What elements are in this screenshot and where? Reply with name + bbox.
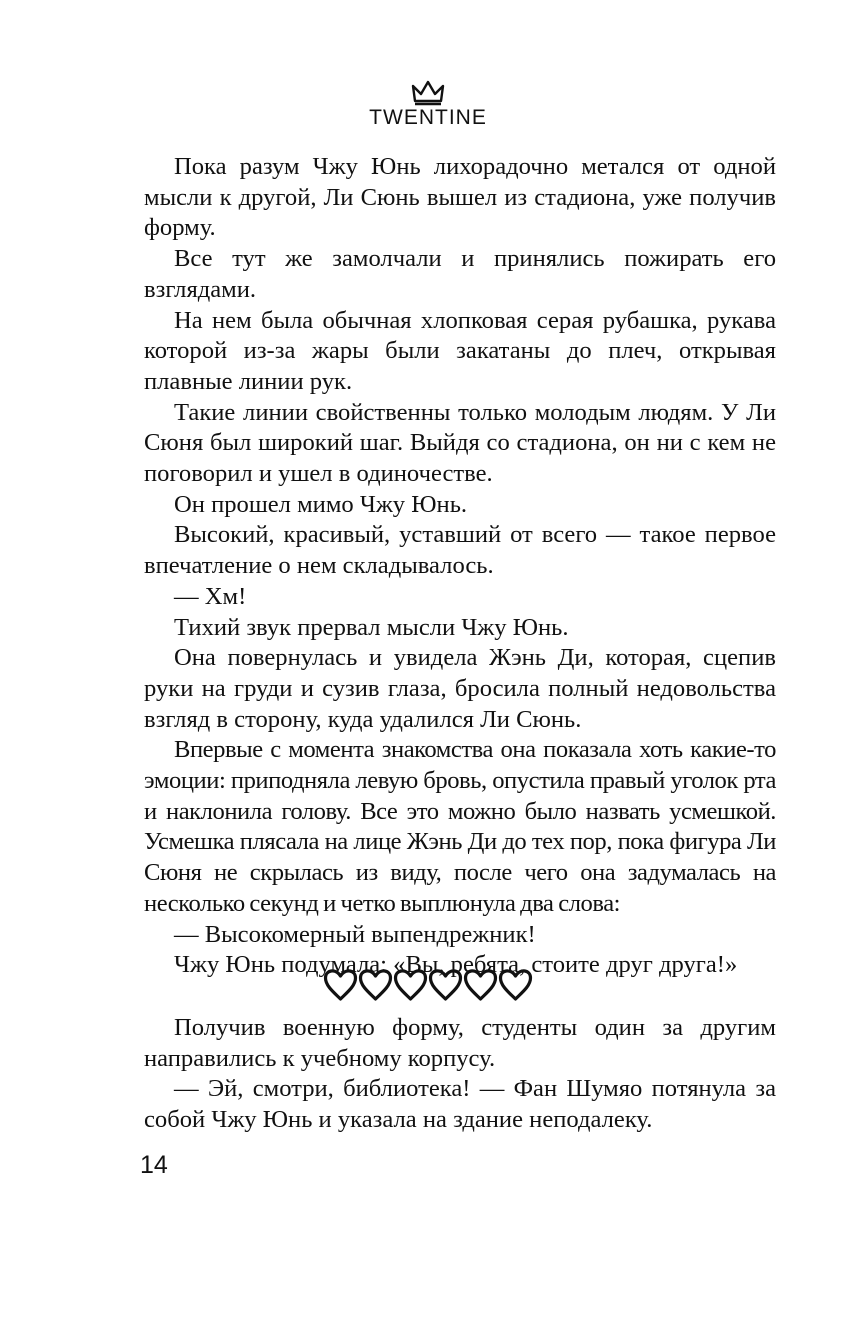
paragraph: Он прошел мимо Чжу Юнь.	[174, 490, 468, 518]
paragraph: Пока разум Чжу Юнь лихорадочно метался от одной мысли к другой, Ли Сюнь вышел из стадиона, уже получив форму.	[144, 153, 776, 242]
paragraph: Тихий звук прервал мысли Чжу Юнь.	[174, 613, 569, 641]
page-number: 14	[140, 1151, 168, 1179]
paragraph: — Высокомерный выпендрежник!	[174, 920, 536, 948]
hearts-ornament-icon	[318, 965, 538, 1005]
paragraph: — Хм!	[174, 582, 247, 610]
paragraph: Впервые с момента знакомства она показала хоть какие-то эмоции: приподняла левую бровь, опустила правый уголок рта и наклонила голову. Все это можно было назвать усмешкой. Усмешка плясала на лице Жэнь Ди до тех пор, пока фигура Ли Сюня не скрылась из виду, после чего она задумалась на несколько секунд и четко выплюнула два слова:	[144, 736, 776, 917]
paragraph: Все тут же замолчали и принялись пожирать его взглядами.	[144, 245, 776, 303]
paragraph: На нем была обычная хлопковая серая рубашка, рукава которой из-за жары были закатаны до плеч, открывая плавные линии рук.	[144, 306, 776, 395]
paragraph: Высокий, красивый, уставший от всего — такое первое впечатление о нем складывалось.	[144, 521, 776, 580]
paragraph: Получив военную форму, студенты один за другим направились к учебному корпусу.	[144, 1014, 776, 1072]
paragraph: Такие линии свойственны только молодым людям. У Ли Сюня был широкий шаг. Выйдя со стадиона, он ни с кем не поговорил и ушел в одиночестве.	[144, 398, 776, 488]
hearts-ornament	[0, 965, 856, 1010]
paragraph: Чжу Юнь подумала: «Вы, ребята, стоите друг друга!»	[174, 951, 738, 979]
heart-icon	[361, 971, 391, 999]
heart-icon	[501, 971, 531, 999]
paragraph: Она повернулась и увидела Жэнь Ди, которая, сцепив руки на груди и сузив глаза, бросила полный недовольства взгляд в сторону, куда удалился Ли Сюнь.	[144, 644, 776, 733]
heart-icon	[326, 971, 356, 999]
brand-title: TWENTINE	[369, 106, 487, 129]
heart-icon	[466, 971, 496, 999]
heart-icon	[396, 971, 426, 999]
body-text-bottom	[144, 1013, 776, 1136]
crown-icon	[411, 80, 445, 106]
page-header	[0, 80, 856, 130]
paragraph: — Эй, смотри, библиотека! — Фан Шумяо потянула за собой Чжу Юнь и указала на здание неподалеку.	[144, 1075, 776, 1134]
heart-icon	[431, 971, 461, 999]
body-text-top	[144, 152, 776, 981]
